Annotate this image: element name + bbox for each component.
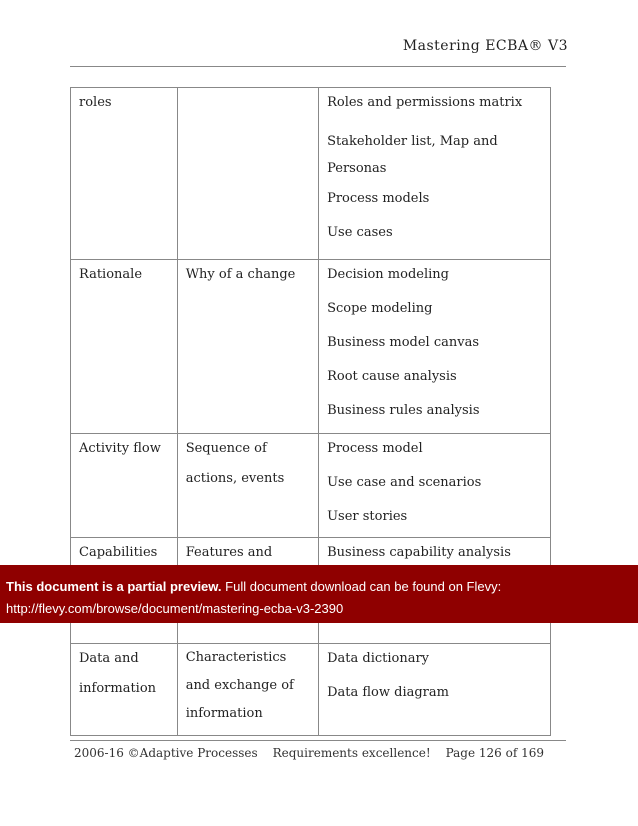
footer-tagline: Requirements excellence! (272, 746, 431, 760)
table-row (71, 434, 551, 538)
table-cell: roles (71, 88, 178, 260)
footer-divider (70, 740, 566, 741)
table-row (71, 88, 551, 260)
cell-text: Decision modeling (327, 267, 449, 282)
cell-text: Use case and scenarios (327, 475, 482, 490)
table-cell (177, 644, 318, 736)
cell-text: Business rules analysis (327, 403, 480, 418)
table-row (71, 644, 551, 736)
cell-text: Business model canvas (327, 335, 480, 350)
table-cell (177, 88, 318, 260)
cell-text: Business capability analysis (327, 545, 511, 560)
table-cell: Why of a change (177, 260, 318, 434)
cell-text: Characteristics and exchange of information (185, 650, 294, 721)
cell-text: Activity flow (79, 441, 161, 456)
running-header-title: Mastering ECBA® V3 (402, 38, 568, 54)
table-cell (71, 434, 178, 538)
header-divider (70, 66, 566, 67)
preview-banner-bold: This document is a partial preview. (6, 579, 222, 594)
table-cell (319, 260, 551, 434)
table-cell (71, 644, 178, 736)
flevy-download-link[interactable]: http://flevy.com/browse/document/mastering-ecba-v3-2390 (6, 601, 344, 616)
cell-text: Scope modeling (327, 301, 433, 316)
cell-text: Process models (327, 191, 430, 206)
cell-text: Sequence of actions, events (185, 441, 285, 486)
table-cell (319, 644, 551, 736)
footer-copyright: 2006-16 ©Adaptive Processes (74, 746, 258, 760)
table-row (71, 260, 551, 434)
table-cell (319, 88, 551, 260)
table-cell (177, 434, 318, 538)
cell-text: Root cause analysis (327, 369, 457, 384)
cell-text: Data dictionary (327, 651, 430, 666)
cell-text: Use cases (327, 225, 393, 240)
table-cell: Capabilities (71, 538, 178, 644)
cell-text: Data flow diagram (327, 685, 449, 700)
cell-text: Process model (327, 441, 423, 456)
page-footer (74, 746, 544, 760)
cell-text: Stakeholder list, Map and Personas (327, 134, 498, 176)
table-cell (319, 434, 551, 538)
footer-page-number: Page 126 of 169 (445, 746, 544, 760)
cell-text: User stories (327, 509, 408, 524)
techniques-table (70, 87, 551, 736)
table-cell: Features and (177, 538, 318, 644)
cell-text: Roles and permissions matrix (327, 95, 523, 110)
cell-text: Data and information (79, 651, 157, 696)
preview-banner (0, 565, 638, 623)
preview-banner-text: Full document download can be found on Flevy: (225, 579, 502, 594)
table-cell: Rationale (71, 260, 178, 434)
